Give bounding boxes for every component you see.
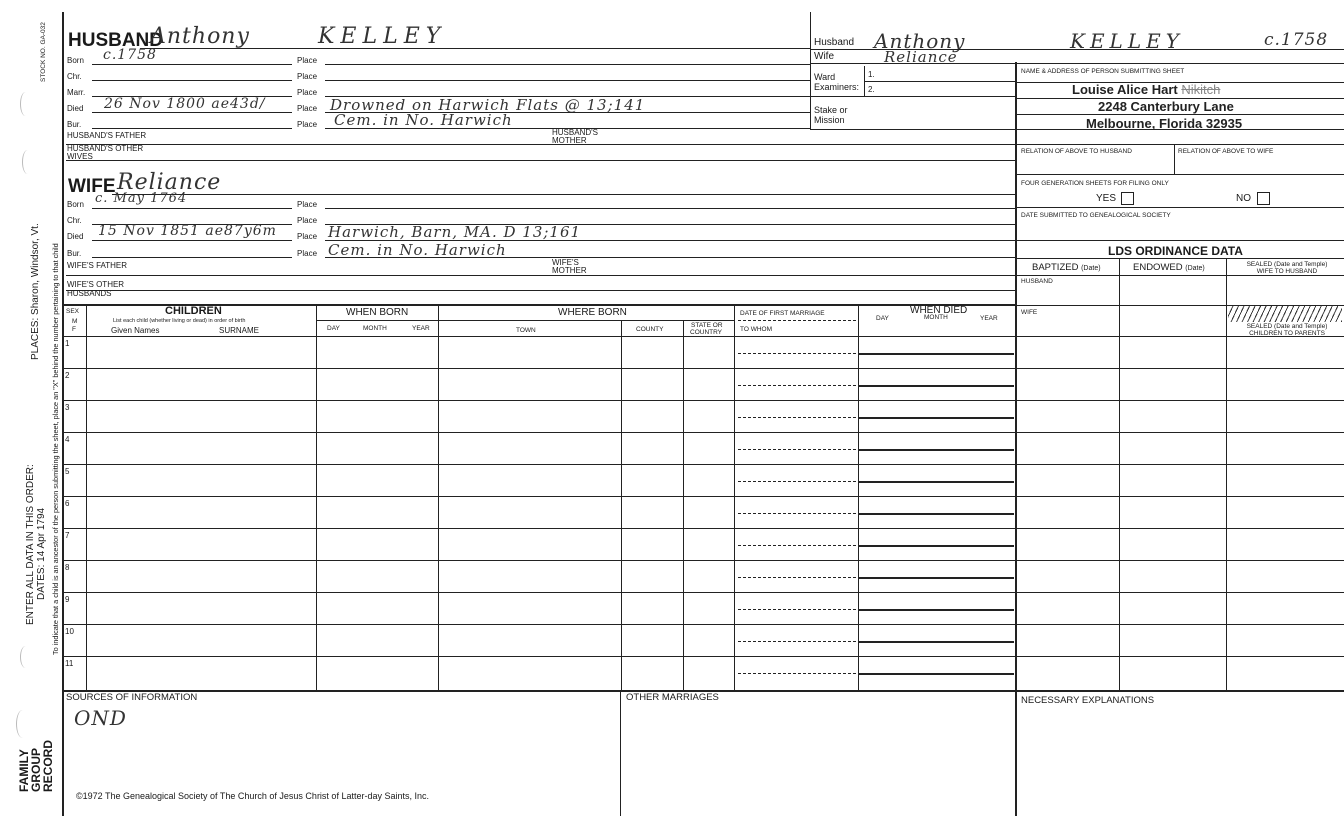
given-names-label: Given Names <box>111 326 160 335</box>
marriage-header-dash <box>738 320 856 321</box>
child-row-number: 11 <box>65 659 74 668</box>
born-day-label: DAY <box>327 325 340 332</box>
hatched-area <box>1228 306 1342 322</box>
child-marriage-dash <box>738 577 856 578</box>
punch-hole-mark <box>16 710 29 738</box>
child-row-number: 6 <box>65 499 70 508</box>
husband-born-line <box>92 64 292 65</box>
bottom-divider <box>620 690 621 816</box>
endowed-label <box>1133 263 1205 274</box>
where-born-col-divider <box>438 305 439 690</box>
child-died-line <box>858 641 1014 643</box>
wife-name: Reliance <box>117 170 222 195</box>
child-row-divider <box>62 496 1344 497</box>
wife-died-line <box>92 240 292 241</box>
relation-wife-label: RELATION OF ABOVE TO WIFE <box>1178 148 1274 155</box>
relation-husband-label: RELATION OF ABOVE TO HUSBAND <box>1021 148 1132 155</box>
sealed-children-line2: CHILDREN TO PARENTS <box>1249 330 1325 337</box>
county-col-divider <box>621 320 622 690</box>
wife-other-husbands-label: WIFE'S OTHER HUSBANDS <box>67 280 125 298</box>
wife-name-line <box>112 194 1015 195</box>
child-marriage-dash <box>738 481 856 482</box>
husband-chr-label: Chr. <box>67 72 82 81</box>
husband-died-value: 26 Nov 1800 ae43d/ <box>104 96 266 112</box>
baptized-text: BAPTIZED <box>1032 262 1079 273</box>
sex-f-label: F <box>72 326 76 333</box>
right-husband-surname: KELLEY <box>1070 29 1184 53</box>
submitter-name <box>1072 82 1220 97</box>
punch-hole-mark <box>20 646 31 668</box>
wife-died-place-label: Place <box>297 232 318 241</box>
born-month-label: MONTH <box>363 325 387 332</box>
wife-died-value: 15 Nov 1851 ae87y6m <box>98 223 277 239</box>
wife-parents-line <box>66 275 1015 276</box>
state-col-divider <box>683 320 684 690</box>
sex-label: SEX <box>66 308 80 315</box>
children-list-note: List each child (whether living or dead) in order of birth <box>113 318 246 324</box>
child-marriage-dash <box>738 385 856 386</box>
submitter-line-3 <box>1016 114 1344 115</box>
no-label: NO <box>1236 193 1251 204</box>
date-first-marriage-label: DATE OF FIRST MARRIAGE <box>740 310 825 317</box>
baptized-date-note: (Date) <box>1081 265 1101 272</box>
died-day-label: DAY <box>876 315 889 322</box>
child-died-line <box>858 577 1014 579</box>
ward-label: Ward <box>814 72 836 82</box>
child-row-number: 9 <box>65 595 70 604</box>
wife-born-line <box>92 208 292 209</box>
child-row-number: 2 <box>65 371 70 380</box>
record-word: RECORD <box>41 739 55 792</box>
wife-died-place: Harwich, Barn, MA. D 13;161 <box>328 223 582 241</box>
husband-bur-label: Bur. <box>67 120 82 129</box>
four-gen-bottom <box>1016 207 1344 208</box>
stock-number: STOCK NO. GA-032 <box>40 22 47 82</box>
surname-label: SURNAME <box>219 326 260 335</box>
lds-col-divider-2 <box>1226 258 1227 692</box>
submitter-box-bottom <box>1016 144 1344 145</box>
child-row-number: 1 <box>65 339 70 348</box>
sealed-children-label <box>1232 323 1342 337</box>
husband-marr-place-label: Place <box>297 88 318 97</box>
husband-born-place-label: Place <box>297 56 318 65</box>
submitter-line-1 <box>1016 82 1344 83</box>
husband-parents-line <box>66 144 1016 145</box>
no-checkbox[interactable] <box>1257 192 1270 205</box>
ancestor-instruction: To indicate that a child is an ancestor of the person submitting the sheet, place an "X" behind the number pertaining to that child <box>51 243 60 655</box>
child-died-line <box>858 673 1014 675</box>
date-submitted-label: DATE SUBMITTED TO GENEALOGICAL SOCIETY <box>1021 212 1171 219</box>
lds-husband-row-label: HUSBAND <box>1021 278 1053 285</box>
wife-mother-label: WIFE'S MOTHER <box>552 258 587 275</box>
sealed-wife-label <box>1232 261 1342 275</box>
town-label: TOWN <box>516 327 536 334</box>
examiner-1-line <box>864 81 1015 82</box>
submitter-city: Melbourne, Florida 32935 <box>1086 116 1243 131</box>
county-label: COUNTY <box>636 326 664 333</box>
lds-title: LDS ORDINANCE DATA <box>1108 244 1243 258</box>
husband-other-wives-label: HUSBAND'S OTHER WIVES <box>67 144 144 161</box>
ward-box-bottom <box>811 96 1015 97</box>
sources-value: OND <box>74 706 127 730</box>
child-marriage-dash <box>738 673 856 674</box>
child-marriage-dash <box>738 417 856 418</box>
husband-chr-line <box>92 80 292 81</box>
lds-title-bottom <box>1016 258 1344 259</box>
child-died-line <box>858 513 1014 515</box>
punch-hole-mark <box>22 150 33 174</box>
frame-right-divider <box>1015 62 1017 816</box>
child-died-line <box>858 545 1014 547</box>
children-header-bottom <box>62 336 1344 337</box>
sealed-wife-line1: SEALED (Date and Temple) <box>1246 261 1328 268</box>
sealed-children-line1: SEALED (Date and Temple) <box>1246 323 1328 330</box>
mission-label: Mission <box>814 115 845 125</box>
husband-bur-place: Cem. in No. Harwich <box>334 111 513 129</box>
submitter-label: NAME & ADDRESS OF PERSON SUBMITTING SHEET <box>1021 68 1185 75</box>
child-row-divider <box>62 432 1344 433</box>
relation-divider <box>1174 144 1175 174</box>
wife-born-place-label: Place <box>297 200 318 209</box>
children-title: CHILDREN <box>165 305 222 317</box>
when-born-sub-line <box>316 320 438 321</box>
wife-died-label: Died <box>67 232 84 241</box>
husband-mother-label: HUSBAND'S MOTHER <box>552 128 598 145</box>
child-marriage-dash <box>738 545 856 546</box>
submitter-line-4 <box>1016 129 1344 130</box>
right-wife-label: Wife <box>814 51 834 62</box>
husband-born-label: Born <box>67 56 84 65</box>
submitter-street: 2248 Canterbury Lane <box>1098 99 1234 114</box>
wife-bur-place: Cem. in No. Harwich <box>328 241 507 259</box>
child-row-divider <box>62 464 1344 465</box>
yes-label: YES <box>1096 193 1117 204</box>
child-marriage-dash <box>738 641 856 642</box>
relation-box-bottom <box>1016 174 1344 175</box>
child-row-divider <box>62 624 1344 625</box>
child-row-divider <box>62 528 1344 529</box>
right-husband-given: Anthony <box>874 29 966 53</box>
where-born-sub-line <box>438 320 734 321</box>
wife-father-label: WIFE'S FATHER <box>67 261 128 270</box>
child-row-divider <box>62 656 1344 657</box>
necessary-explanations-label: NECESSARY EXPLANATIONS <box>1021 695 1155 706</box>
husband-bur-line <box>92 128 292 129</box>
child-row-number: 7 <box>65 531 70 540</box>
husband-father-label: HUSBAND'S FATHER <box>67 131 147 140</box>
child-died-line <box>858 481 1014 483</box>
husband-died-label: Died <box>67 104 84 113</box>
wife-chr-place-label: Place <box>297 216 318 225</box>
child-row-number: 5 <box>65 467 70 476</box>
stake-label: Stake or <box>814 105 848 115</box>
data-order-note: ENTER ALL DATA IN THIS ORDER: <box>25 464 36 625</box>
wife-born-label: Born <box>67 200 84 209</box>
husband-born-place-line <box>325 64 810 65</box>
husband-bur-place-label: Place <box>297 120 318 129</box>
examiner-2: 2. <box>868 85 875 94</box>
husband-chr-place-label: Place <box>297 72 318 81</box>
endowed-text: ENDOWED <box>1133 262 1183 273</box>
family-group-record-label <box>18 740 54 792</box>
frame-left-border <box>62 12 64 816</box>
places-note: PLACES: Sharon, Windsor, Vt. <box>30 223 41 360</box>
child-row-number: 10 <box>65 627 74 636</box>
child-row-divider <box>62 592 1344 593</box>
baptized-label <box>1032 263 1101 274</box>
wife-chr-label: Chr. <box>67 216 82 225</box>
wife-other-husbands-line <box>66 290 1015 291</box>
when-born-label: WHEN BORN <box>346 307 409 318</box>
dates-note: DATES: 14 Apr 1794 <box>36 507 47 600</box>
to-whom-label: TO WHOM <box>740 326 773 333</box>
wife-heading: WIFE <box>68 176 116 197</box>
husband-section-bottom <box>66 160 1016 161</box>
child-died-line <box>858 609 1014 611</box>
child-died-line <box>858 385 1014 387</box>
submitter-line-2 <box>1016 98 1344 99</box>
husband-name-line <box>140 48 810 49</box>
died-month-label: MONTH <box>924 314 948 321</box>
lds-col-divider-1 <box>1119 258 1120 692</box>
date-submitted-bottom <box>1016 240 1344 241</box>
died-year-label: YEAR <box>980 315 998 322</box>
lds-wife-row-label: WIFE <box>1021 309 1038 316</box>
frame-divider <box>810 12 811 130</box>
copyright-notice: ©1972 The Genealogical Society of The Church of Jesus Christ of Latter-day Saints, Inc. <box>76 791 429 801</box>
husband-surname: KELLEY <box>318 24 447 49</box>
wife-bur-label: Bur. <box>67 249 82 258</box>
yes-checkbox[interactable] <box>1121 192 1134 205</box>
child-marriage-dash <box>738 353 856 354</box>
child-marriage-dash <box>738 609 856 610</box>
sources-label: SOURCES OF INFORMATION <box>66 692 198 703</box>
sex-col-divider <box>86 305 87 690</box>
husband-heading: HUSBAND <box>68 30 163 51</box>
child-died-line <box>858 353 1014 355</box>
child-marriage-dash <box>738 449 856 450</box>
wife-bur-place-label: Place <box>297 249 318 258</box>
where-born-label: WHERE BORN <box>558 307 627 318</box>
wife-bur-line <box>92 257 292 258</box>
when-died-col-divider <box>858 305 859 690</box>
right-husband-label: Husband <box>814 37 855 48</box>
child-row-number: 3 <box>65 403 70 412</box>
wife-born-value: c. May 1764 <box>95 191 188 206</box>
child-marriage-dash <box>738 513 856 514</box>
right-husband-date: c.1758 <box>1264 30 1329 50</box>
child-row-divider <box>62 368 1344 369</box>
husband-given-name: Anthony <box>150 24 250 49</box>
state-or-label: STATE OR <box>691 322 723 329</box>
born-year-label: YEAR <box>412 325 430 332</box>
wife-born-place-line <box>325 208 1015 209</box>
when-died-label: WHEN DIED <box>910 305 968 316</box>
other-marriages-label: OTHER MARRIAGES <box>626 692 719 703</box>
right-wife-line <box>811 63 1344 64</box>
family-word: FAMILY <box>17 749 31 792</box>
punch-hole-mark <box>20 92 31 116</box>
submitter-name-struck: Nikitch <box>1181 82 1221 97</box>
husband-died-place-label: Place <box>297 104 318 113</box>
child-row-divider <box>62 560 1344 561</box>
child-died-line <box>858 449 1014 451</box>
wife-bur-place-line <box>325 257 1015 258</box>
endowed-date-note: (Date) <box>1185 265 1205 272</box>
marriage-col-divider <box>734 305 735 690</box>
country-label: COUNTRY <box>690 329 723 336</box>
husband-born-value: c.1758 <box>103 47 157 63</box>
four-gen-label: FOUR GENERATION SHEETS FOR FILING ONLY <box>1021 180 1169 187</box>
right-wife-name: Reliance <box>884 48 958 66</box>
stake-box-bottom <box>811 129 1015 130</box>
child-died-line <box>858 417 1014 419</box>
sex-m-label: M <box>72 318 78 325</box>
group-word: GROUP <box>29 747 43 792</box>
submitter-name-text: Louise Alice Hart <box>1072 82 1178 97</box>
husband-chr-place-line <box>325 80 810 81</box>
examiner-1: 1. <box>868 70 875 79</box>
husband-died-place: Drowned on Harwich Flats @ 13;141 <box>330 96 646 114</box>
child-row-number: 4 <box>65 435 70 444</box>
when-born-col-divider <box>316 305 317 690</box>
husband-died-line <box>92 112 292 113</box>
examiners-label: Examiners: <box>814 82 860 92</box>
sealed-wife-line2: WIFE TO HUSBAND <box>1256 268 1318 275</box>
child-row-divider <box>62 400 1344 401</box>
child-row-number: 8 <box>65 563 70 572</box>
lds-header-bottom <box>1016 275 1344 276</box>
husband-marr-label: Marr. <box>67 88 86 97</box>
